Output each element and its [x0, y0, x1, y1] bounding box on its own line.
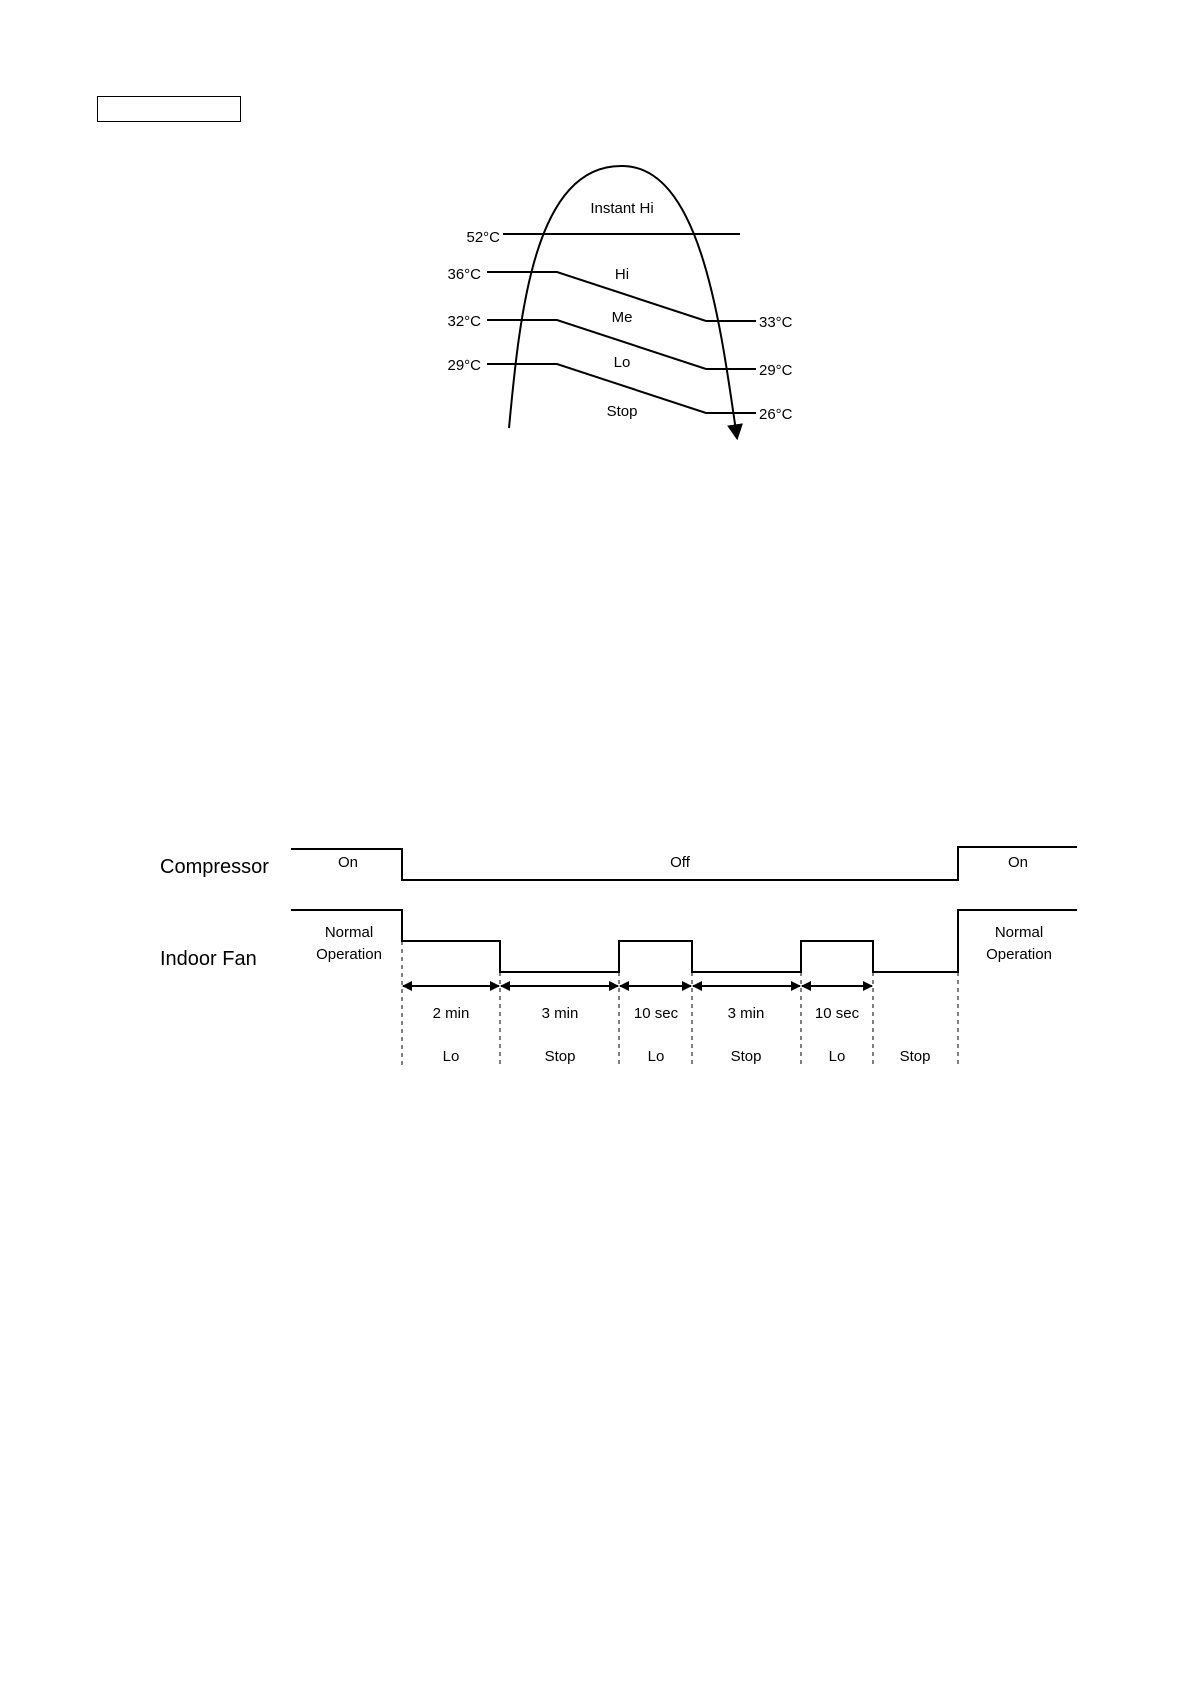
segment-mode: Stop [899, 1048, 931, 1065]
temp-label-29c-left: 29°C [447, 357, 481, 374]
indoor-fan-signal [291, 910, 1077, 972]
fan-speed-curve-diagram [447, 166, 792, 438]
segment-mode: Stop [730, 1048, 762, 1065]
segment-duration: 2 min [432, 1005, 470, 1022]
zone-label-hi: Hi [614, 266, 630, 283]
temp-label-29c-right: 29°C [759, 362, 793, 379]
segment-duration: 3 min [727, 1005, 765, 1022]
zone-label-lo: Lo [613, 354, 631, 371]
fan-normal-right-line1: Normal [994, 924, 1044, 941]
temp-label-52c: 52°C [466, 229, 500, 246]
segment-mode: Lo [828, 1048, 846, 1065]
temp-label-36c: 36°C [447, 266, 481, 283]
fan-normal-right-line2: Operation [986, 946, 1052, 963]
segment-duration: 10 sec [814, 1005, 860, 1022]
segment-duration: 10 sec [633, 1005, 679, 1022]
row-label-compressor: Compressor [160, 856, 269, 878]
segment-mode: Lo [442, 1048, 460, 1065]
compressor-on-left: On [337, 854, 359, 871]
temp-label-32c: 32°C [447, 313, 481, 330]
zone-label-me: Me [611, 309, 633, 326]
segment-duration: 3 min [541, 1005, 579, 1022]
segment-mode: Stop [544, 1048, 576, 1065]
compressor-off: Off [670, 854, 690, 871]
temp-label-33c: 33°C [759, 314, 793, 331]
zone-label-stop: Stop [606, 403, 638, 420]
zone-label-instant-hi: Instant Hi [590, 200, 654, 217]
row-label-indoor-fan: Indoor Fan [160, 948, 257, 970]
fan-normal-left-line2: Operation [316, 946, 382, 963]
segment-mode: Lo [647, 1048, 665, 1065]
temp-label-26c: 26°C [759, 406, 793, 423]
compressor-on-right: On [1007, 854, 1029, 871]
fan-normal-left-line1: Normal [324, 924, 374, 941]
timing-chart [160, 847, 1077, 1068]
